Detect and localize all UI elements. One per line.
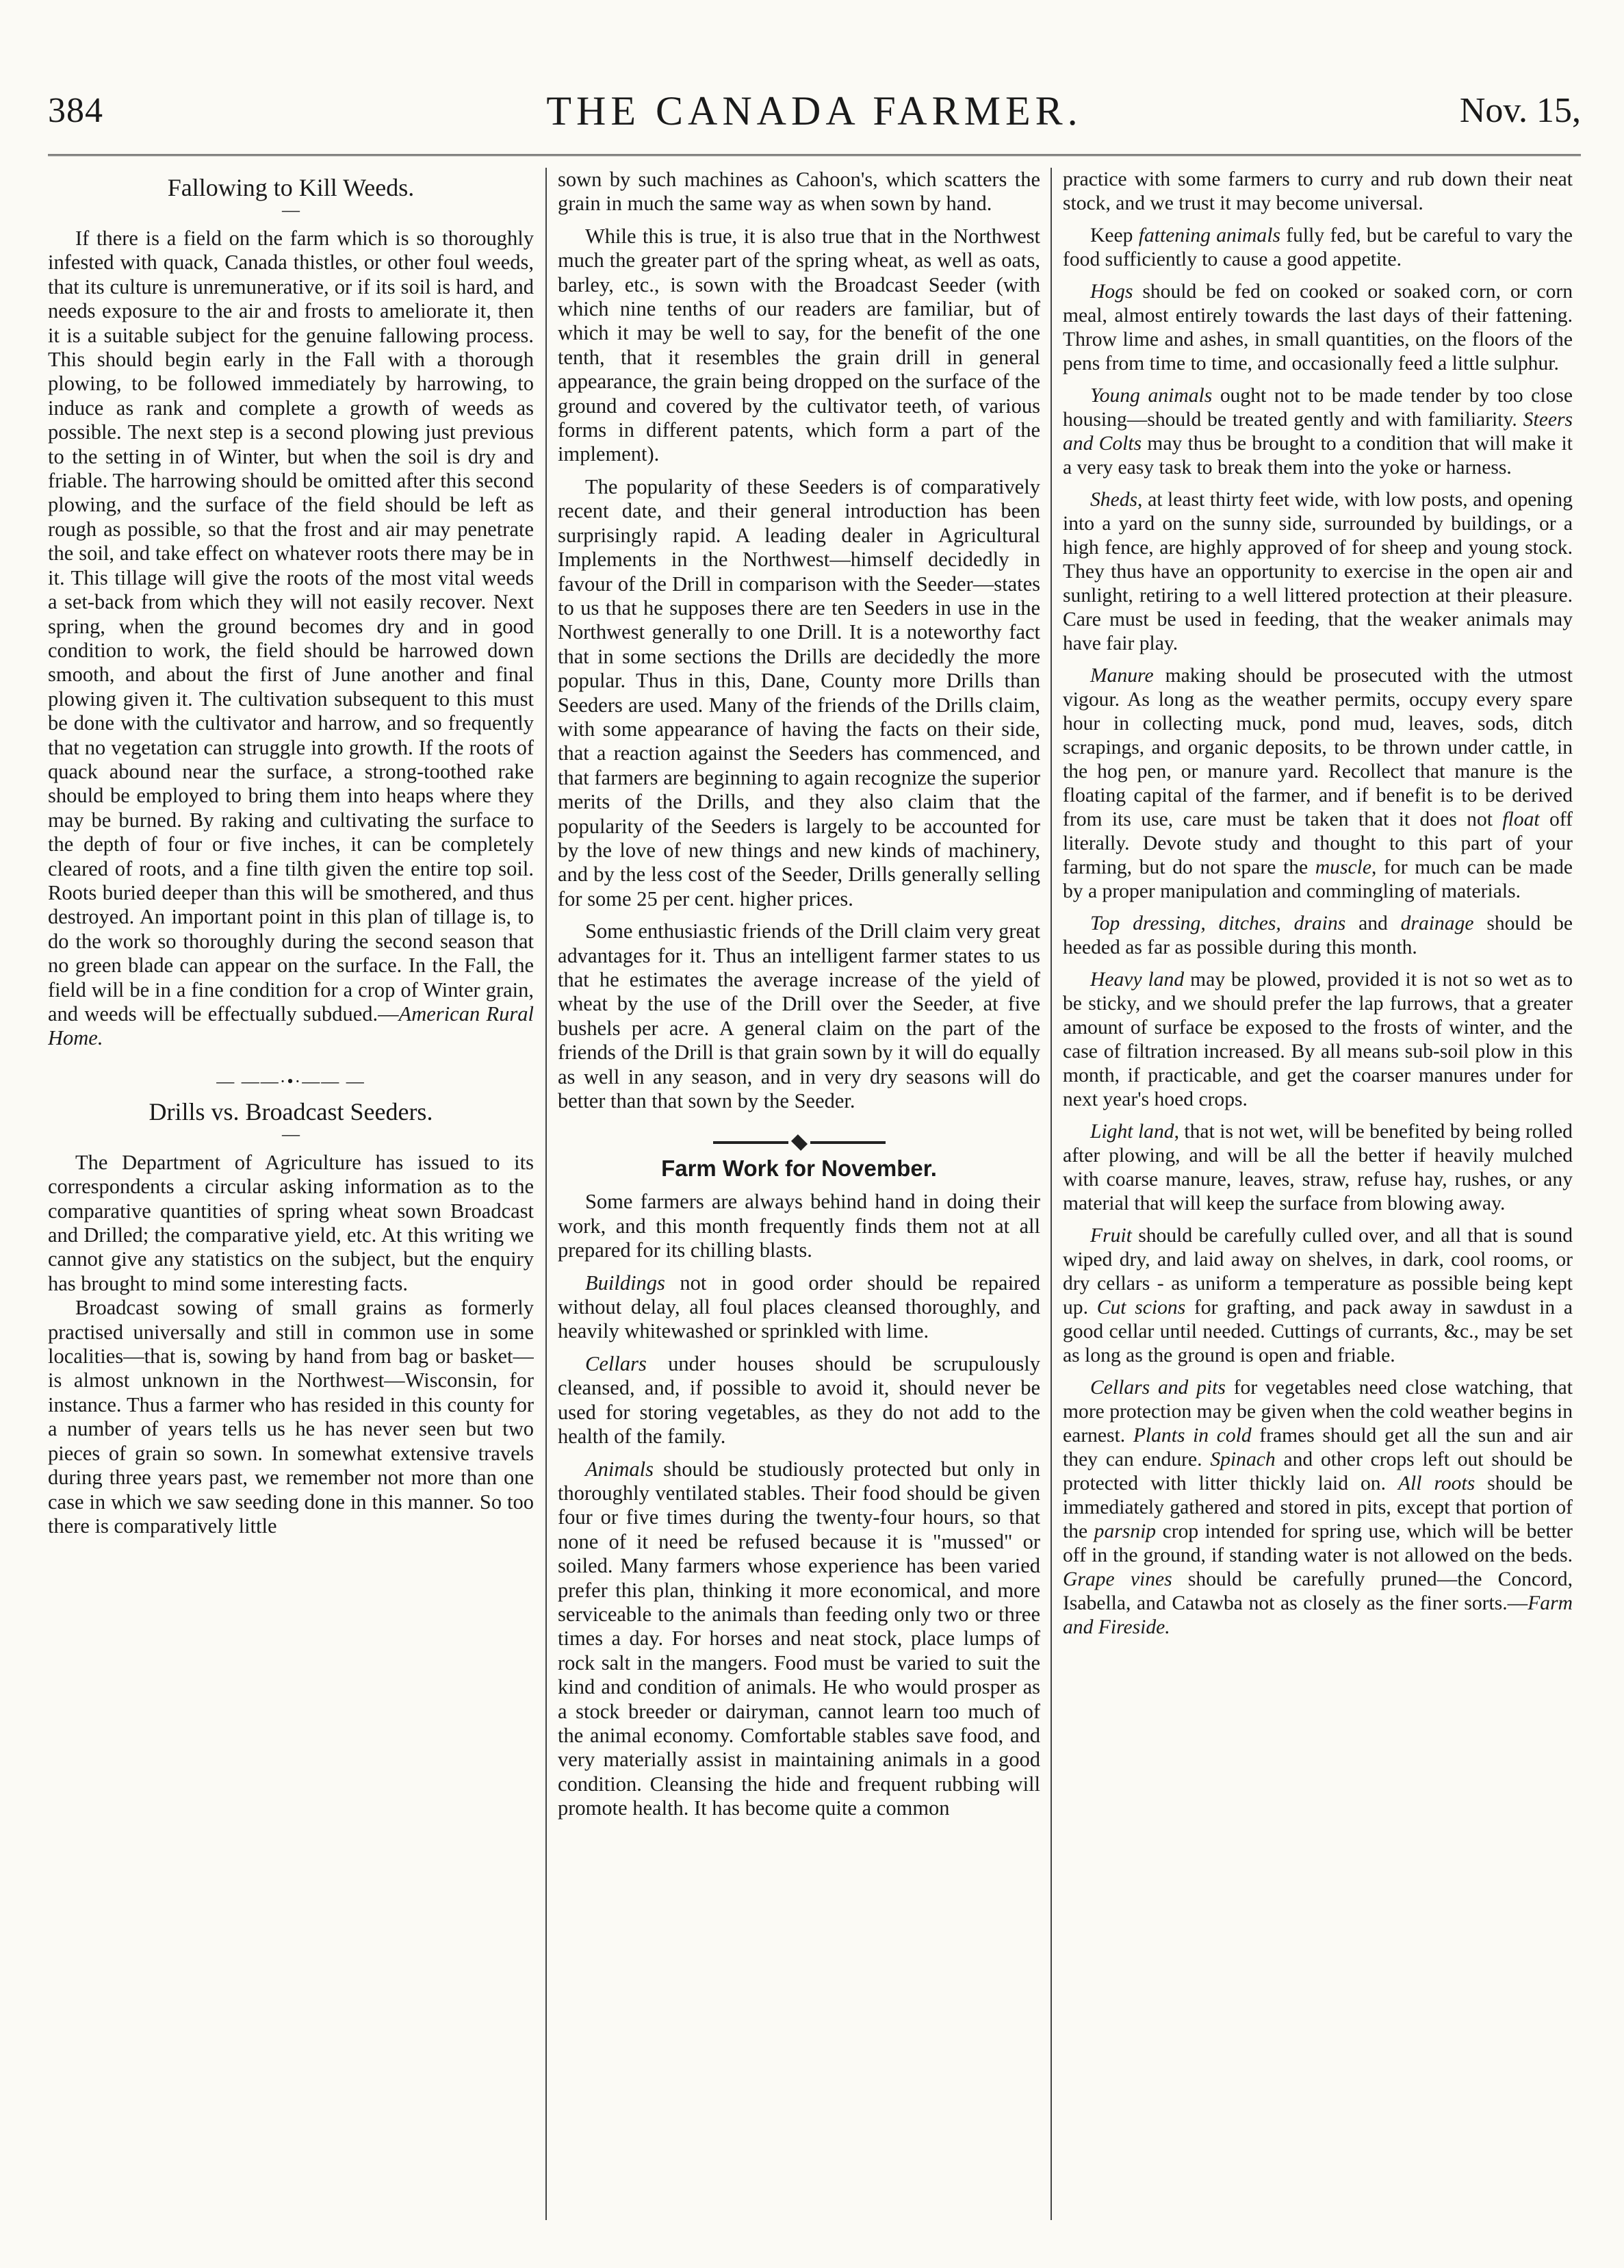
item-text: for grafting, and pack away in sawdust in a good cellar until needed. Cuttings of currants, &c., may be set as long as the ground is open and friable.: [1063, 1297, 1573, 1366]
farm-work-item: [1063, 1120, 1573, 1216]
source-credit: American Rural Home.: [48, 1002, 534, 1050]
column-divider: [545, 168, 547, 2220]
item-term: float: [1502, 808, 1540, 830]
article-paragraph: [48, 227, 534, 1051]
item-text: should be fed on cooked or soaked corn, or corn meal, almost entirely towards the last days of their fattening. Throw lime and ashes, in small quantities, on the floors of the pens from time to time, and occasionally feed a little sulphur.: [1063, 281, 1573, 374]
item-text: , for much can be made by a proper manipulation and commingling of materials.: [1063, 856, 1573, 902]
item-text: should be studiously protected but only in thoroughly ventilated stables. Their food should be given four or five times during the twenty-four hours, so that none of it need be refused because it is "mussed" or soiled. Many farmers whose experience has been varied prefer this plan, thinking it more economical, and more serviceable to the animals than feeding only two or three times a day. For horses and neat stock, place lumps of rock salt in the mangers. Food must be varied to suit the kind and condition of animals. He who would prosper as a stock breeder or dairyman, cannot learn too much of the animal economy. Comfortable stables save food, and very materially assist in maintaining animals in a good condition. Cleansing the hide and frequent rubbing will promote health. It has become quite a common: [558, 1457, 1040, 1820]
item-term: Plants in cold: [1133, 1425, 1252, 1447]
article-paragraph: The Department of Agriculture has issued to its correspondents a circular asking information as to the comparative quantities of spring wheat sown Broadcast and Drilled; the comparative yield, etc. At this writing we cannot give any statistics on the subject, but the enquiry has brought to mind some interesting facts.: [48, 1150, 534, 1295]
article-paragraph: While this is true, it is also true that in the Northwest much the greater part of the spring wheat, as well as oats, barley, etc., is sown with the Broadcast Seeder (with which nine tenths of our readers are familiar, but of which it may be well to say, for the benefit of the one tenth, that it resembles the grain drill in general appearance, the grain being dropped on the surface of the ground and covered by the cultivator teeth, of various forms in different patents, which form a part of the implement).: [558, 224, 1040, 466]
farm-work-item: [1063, 280, 1573, 376]
item-term: Fruit: [1090, 1225, 1132, 1247]
article-paragraph: Some farmers are always behind hand in doing their work, and this month frequently finds them not at all prepared for its chilling blasts.: [558, 1190, 1040, 1262]
article-title-farm-work: Farm Work for November.: [661, 1156, 937, 1182]
farm-work-item: [1063, 664, 1573, 904]
article-title-fallowing: Fallowing to Kill Weeds.: [167, 174, 415, 201]
item-term: Young animals: [1090, 385, 1213, 407]
column-3: [1063, 168, 1573, 2220]
item-term: Cut scions: [1096, 1297, 1186, 1318]
item-text: may be plowed, provided it is not so wet as to be sticky, and we should prefer the lap furrows, that a greater amount of surface be exposed to the frosts of winter, and the case of filtration increased. By all means sub-soil plow in this month, if practicable, and get the coarser manures under for next year's hoed crops.: [1063, 969, 1573, 1110]
item-term: Sheds: [1090, 489, 1138, 511]
farm-work-item: [558, 1457, 1040, 1821]
column-1: [48, 168, 534, 2220]
paragraph-text: If there is a field on the farm which is so thoroughly infested with quack, Canada thistles, or other foul weeds, that its culture is unremunerative, or if its soil is hard, and needs exposure to the air and frosts to ameliorate it, then it is a suitable subject for the genuine fallowing process. This should begin early in the Fall with a thorough plowing, to be followed immediately by harrowing, to induce as rank and complete a growth of weeds as possible. The next step is a second plowing just previous to the setting in of Winter, but when the soil is dry and friable. The harrowing should be omitted after this second plowing, and the surface of the field should be left as rough as possible, so that the frost and air may penetrate the soil, and take effect on whatever roots there may be in it. This tillage will give the roots of the most vital weeds a set-back from which they will not easily recover. Next spring, when the ground becomes dry and in good condition to work, the field should be harrowed down smooth, and about the first of June another and final plowing given it. The cultivation subsequent to this must be done with the cultivator and harrow, and so frequently that no vegetation can struggle into growth. If the roots of quack abound near the surface, a strong-toothed rake should be employed to bring them into heaps where they may be burned. By raking and cultivating the surface to the depth of four or five inches, it can be completely cleared of roots, and a fine tilth given the entire top soil. Roots buried deeper than this will be smothered, and thus destroyed. An important point in this plan of tillage is, to do the work so thoroughly during the second season that no green blade can appear on the surface. In the Fall, the field will be in a fine condition for a crop of Winter grain, and weeds will be effectually subdued.—: [48, 227, 534, 1025]
article-paragraph: Broadcast sowing of small grains as formerly practised universally and still in common use in some localities—that is, sowing by hand from bag or basket—is almost unknown in the Northwest—Wisconsin, for instance. Thus a farmer who has resided in this county for a number of years tells us he has never seen but two pieces of grain so sown. In somewhat extensive travels during three years past, we remember not more than one case in which we saw seeding done in this manner. So too there is comparatively little: [48, 1296, 534, 1538]
title-dash: —: [282, 200, 300, 220]
article-paragraph: sown by such machines as Cahoon's, which scatters the grain in much the same way as when sown by hand.: [558, 168, 1040, 216]
issue-date: Nov. 15,: [1459, 91, 1581, 130]
item-text: fully fed, but be careful to vary the food sufficiently to cause a good appetite.: [1063, 225, 1573, 270]
item-text: should be immediately gathered and stored in pits, except that portion of the: [1063, 1473, 1573, 1542]
item-text: Keep: [1090, 225, 1139, 246]
item-text: , at least thirty feet wide, with low posts, and opening into a yard on the sunny side, surrounded by buildings, or a high fence, are highly approved of for sheep and young stock. They thus have an opportunity to exercise in the open air and sunlight, retiring to a well littered protection at their pleasure. Care must be used in feeding, that the weaker animals may have fair play.: [1063, 489, 1573, 654]
masthead-title: THE CANADA FARMER.: [546, 88, 1083, 133]
farm-work-item: [1063, 1224, 1573, 1368]
item-text: making should be prosecuted with the utmost vigour. As long as the weather permits, occupy every spare hour in collecting muck, pond mud, leaves, sods, ditch scrapings, and organic deposits, to be thrown under cattle, in the hog pen, or manure yard. Recollect that manure is the floating capital of the farmer, and if benefit is to be derived from its use, care must be taken that it does not: [1063, 665, 1573, 830]
item-text: under houses should be scrupulously cleansed, and, if possible to avoid it, should never be used for storing vegetables, as they do not add to the health of the family.: [558, 1351, 1040, 1449]
item-text: may thus be brought to a condition that will make it a very easy task to break them into the yoke or harness.: [1063, 433, 1573, 479]
item-text: ought not to be made tender by too close housing—should be treated gently and with familiarity.: [1063, 385, 1573, 431]
item-text: should be carefully pruned—the Concord, Isabella, and Catawba not as closely as the finer sorts.—: [1063, 1568, 1573, 1614]
item-text: off literally. Devote study and thought to this part of your farming, but do not spare the: [1063, 808, 1573, 878]
item-term: Light land: [1090, 1121, 1174, 1143]
section-separator: — ——·•·—— —: [216, 1071, 365, 1091]
item-term: drainage: [1400, 913, 1474, 934]
article-paragraph: The popularity of these Seeders is of comparatively recent date, and their general introduction has been surprisingly rapid. A leading dealer in Agricultural Implements in the Northwest—himself decidedly in favour of the Drill in comparison with the Seeder—states to us that he supposes there are ten Seeders in use in the Northwest generally to one Drill. It is a noteworthy fact that in some sections the Drills are decidedly the more popular. Thus in this, Dane, County more Drills than Seeders are used. Many of the friends of the Drills claim, with some appearance of having the facts on their side, that a reaction against the Seeders has commenced, and that farmers are beginning to again recognize the superior merits of the Drills, and they also claim that the popularity of the Seeders is largely to be accounted for by the love of new things and new kinds of machinery, and by the less cost of the Seeder, Drills generally selling for some 25 per cent. higher prices.: [558, 474, 1040, 910]
item-term: Farm and Fireside.: [1063, 1592, 1573, 1638]
title-dash: —: [282, 1123, 300, 1144]
item-term: muscle: [1315, 856, 1371, 878]
item-text: and other crops left out should be protected with litter thickly laid on.: [1063, 1449, 1573, 1494]
item-text: should be carefully culled over, and all that is sound wiped dry, and laid away on shelves, in dark, cool rooms, or dry cellars - as uniform a temperature as possible being kept up.: [1063, 1225, 1573, 1318]
item-term: Steers and Colts: [1063, 409, 1573, 455]
item-term: Spinach: [1210, 1449, 1276, 1470]
item-text: practice with some farmers to curry and rub down their neat stock, and we trust it may become universal.: [1063, 168, 1573, 214]
item-term: Top dressing, ditches, drains: [1090, 913, 1346, 934]
column-divider: [1051, 168, 1052, 2220]
farm-work-item: [1063, 224, 1573, 272]
page-number: 384: [48, 91, 103, 130]
item-text: should be heeded as far as possible during this month.: [1063, 913, 1573, 958]
item-text: not in good order should be repaired without delay, all foul places cleansed thoroughly, and heavily whitewashed or sprinkled with lime.: [558, 1271, 1040, 1343]
farm-work-item: [1063, 488, 1573, 656]
article-paragraph: Some enthusiastic friends of the Drill claim very great advantages for it. Thus an intelligent farmer states to us that he estimates the average increase of the yield of wheat by the use of the Drill over the Seeder, at five bushels per acre. A general claim on the part of the friends of the Drill is that grain sown by it will do equally as well in any season, and in very dry seasons will do better than that sown by the Seeder.: [558, 919, 1040, 1113]
farm-work-item: [1063, 384, 1573, 480]
item-text: for vegetables need close watching, that more protection may be given when the cold weather begins in earnest.: [1063, 1377, 1573, 1447]
farm-work-item: [1063, 912, 1573, 960]
item-term: Cellars and pits: [1090, 1377, 1226, 1399]
article-title-drills: Drills vs. Broadcast Seeders.: [149, 1097, 433, 1125]
item-term: Heavy land: [1090, 969, 1185, 991]
item-text: , that is not wet, will be benefited by being rolled after plowing, and will be all the better if heavily mulched with coarse manure, leaves, straw, refuse hay, rushes, or any material that will keep the surface from blowing away.: [1063, 1121, 1573, 1214]
item-term: Buildings: [585, 1271, 665, 1295]
farm-work-item: [1063, 968, 1573, 1112]
item-term: All roots: [1397, 1473, 1475, 1494]
page-header: [48, 90, 1581, 145]
item-term: parsnip: [1094, 1520, 1157, 1542]
item-term: Hogs: [1090, 281, 1133, 303]
farm-work-item: [558, 1271, 1040, 1344]
item-term: Animals: [585, 1457, 654, 1481]
header-rule: [48, 154, 1581, 156]
item-text: frames should get all the sun and air they can endure.: [1063, 1425, 1573, 1470]
item-term: Grape vines: [1063, 1568, 1172, 1590]
item-text: and: [1345, 913, 1401, 934]
item-term: fattening animals: [1138, 225, 1280, 246]
item-text: crop intended for spring use, which will be better off in the ground, if standing water is not allowed on the beds.: [1063, 1520, 1573, 1566]
farm-work-item: [1063, 168, 1573, 216]
column-2: [558, 168, 1040, 2220]
item-term: Cellars: [585, 1351, 647, 1375]
ornamental-separator: [558, 1138, 1040, 1147]
farm-work-item: [1063, 1376, 1573, 1640]
farm-work-item: [558, 1352, 1040, 1449]
item-term: Manure: [1090, 665, 1154, 687]
